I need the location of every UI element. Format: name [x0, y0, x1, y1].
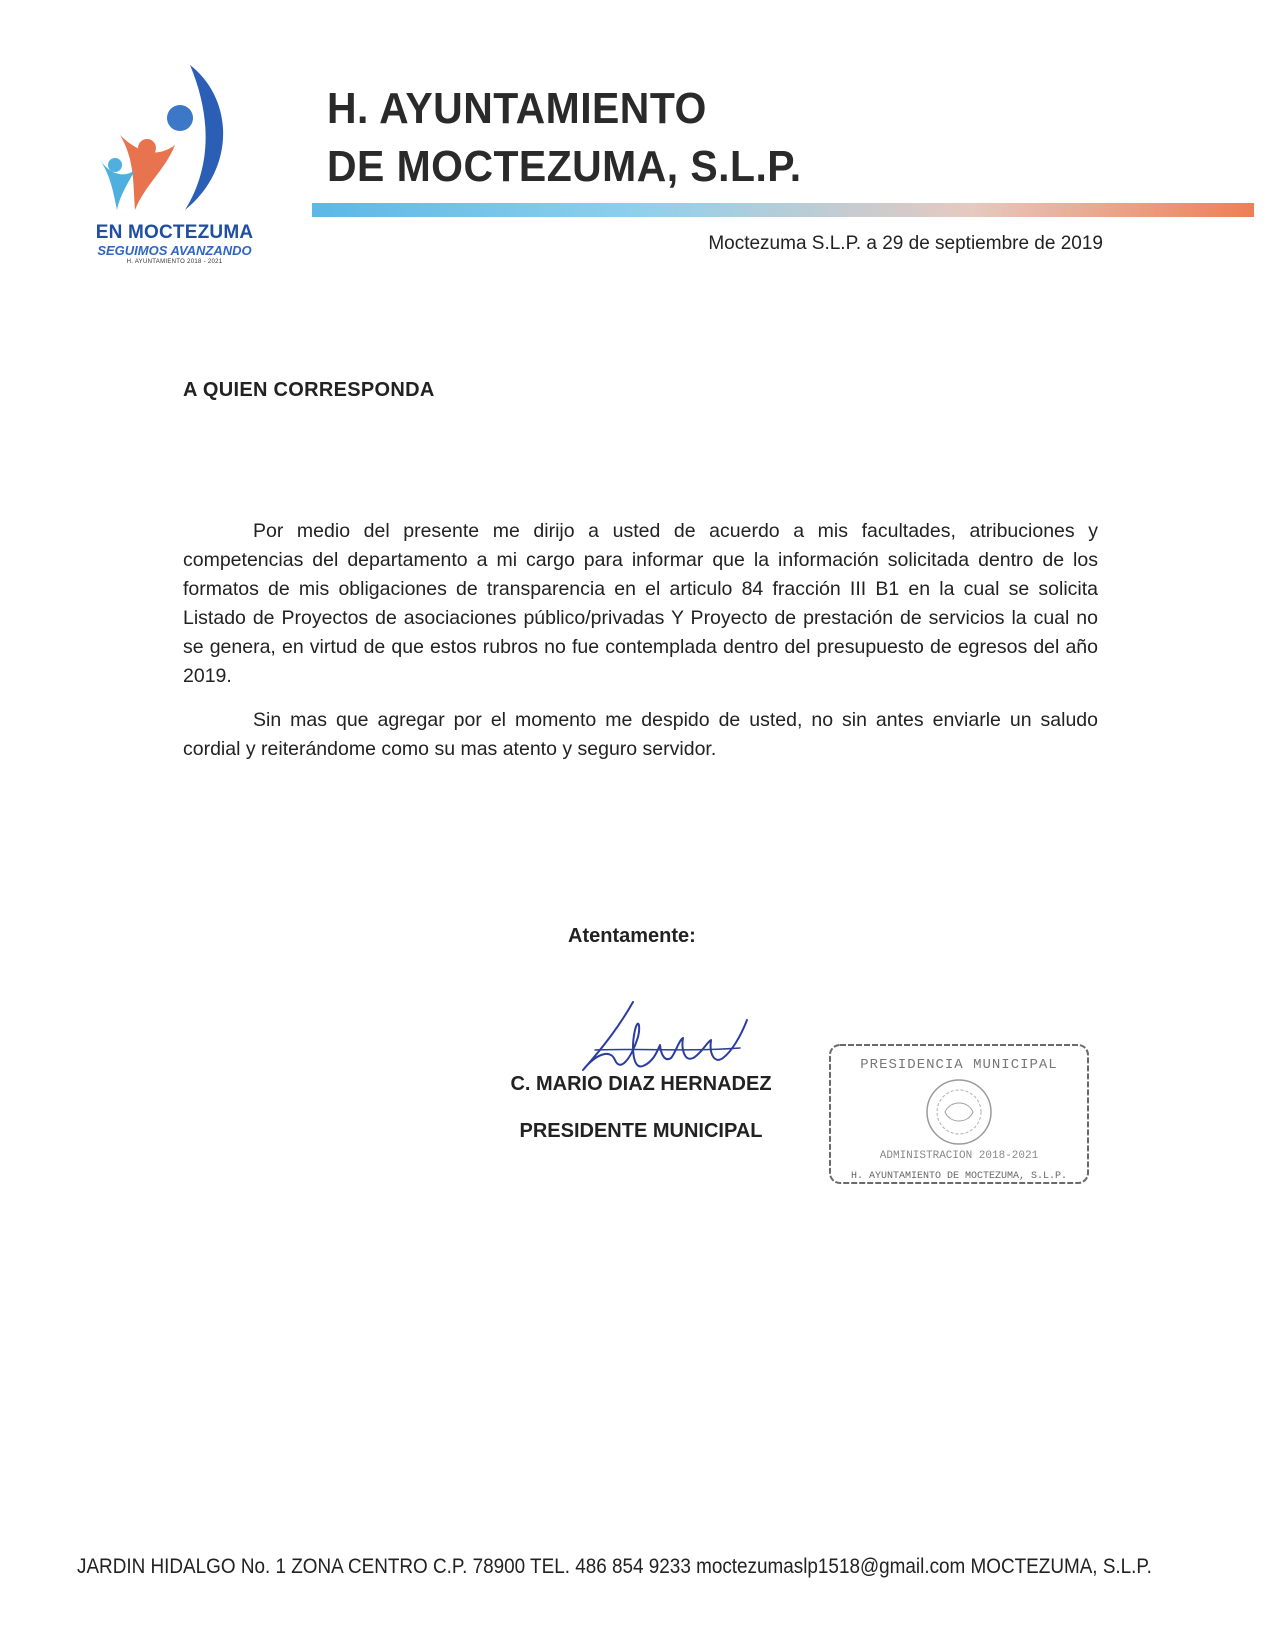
svg-text:H. AYUNTAMIENTO DE MOCTEZUMA,: H. AYUNTAMIENTO DE MOCTEZUMA, S.L.P.: [850, 1171, 1068, 1182]
letterhead-footer-address: JARDIN HIDALGO No. 1 ZONA CENTRO C.P. 78900 TEL. 486 854 9233 moctezumaslp1518@gmail.com MOCTEZUMA, S.L.P.: [77, 1555, 1152, 1578]
letterhead-title-line-2: DE MOCTEZUMA, S.L.P.: [327, 142, 802, 191]
letter-date: Moctezuma S.L.P. a 29 de septiembre de 2019: [708, 233, 1103, 254]
signer-name: C. MARIO DIAZ HERNADEZ: [510, 1073, 772, 1095]
letterhead-title-line-1: H. AYUNTAMIENTO: [327, 84, 707, 133]
signer-role: PRESIDENTE MUNICIPAL: [519, 1120, 763, 1142]
logo-text-seguimos-avanzando: SEGUIMOS AVANZANDO: [97, 243, 252, 258]
svg-text:PRESIDENCIA MUNICIPAL: PRESIDENCIA MUNICIPAL: [860, 1057, 1058, 1073]
official-stamp-icon: [825, 1040, 1095, 1190]
body-paragraph-1: Por medio del presente me dirijo a usted de acuerdo a mis facultades, atribuciones y competencias del departamento a mi cargo para informar que la información solicitada dentro de los formatos de mis obligaciones de transparencia en el articulo 84 fracción III B1 en la cual se solicita Listado de Proyectos de asociaciones público/privadas Y Proyecto de prestación de servicios la cual no se genera, en virtud de que estos rubros no fue contemplada dentro del presupuesto de egresos del año 2019.: [183, 520, 1098, 687]
letter-greeting: A QUIEN CORRESPONDA: [183, 379, 435, 401]
handwritten-signature-icon: [575, 1000, 750, 1080]
letter-closing: Atentamente:: [568, 925, 696, 947]
svg-text:ADMINISTRACION 2018-2021: ADMINISTRACION 2018-2021: [879, 1150, 1039, 1162]
logo-text-en-moctezuma: EN MOCTEZUMA: [95, 222, 254, 243]
body-paragraph-2: Sin mas que agregar por el momento me despido de usted, no sin antes enviarle un saludo cordial y reiterándome como su mas atento y seguro servidor.: [183, 709, 1098, 760]
logo-text-ayuntamiento-period: H. AYUNTAMIENTO 2018 - 2021: [126, 259, 223, 265]
letterhead-gradient-bar: [312, 203, 1254, 217]
municipal-logo-icon: [95, 60, 255, 225]
